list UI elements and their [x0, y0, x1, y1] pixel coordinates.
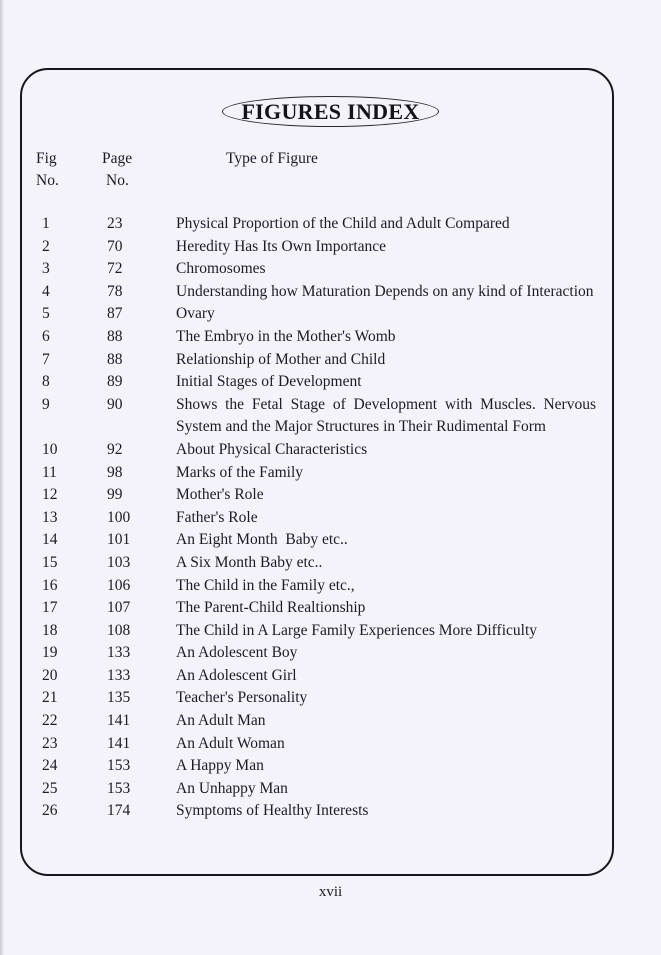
figure-page-number: 108	[107, 621, 131, 639]
figure-title: Relationship of Mother and Child	[176, 350, 386, 368]
figure-row	[0, 439, 661, 462]
figure-title: The Child in A Large Family Experiences More Difficulty	[176, 621, 538, 639]
figure-number: 23	[42, 734, 58, 752]
figure-page-number: 133	[107, 666, 131, 684]
figure-title: An Adolescent Boy	[176, 644, 298, 662]
figure-row	[0, 236, 661, 259]
figure-title: Mother's Role	[176, 486, 264, 504]
figure-page-number: 153	[107, 779, 131, 797]
figure-title: An Adolescent Girl	[176, 666, 297, 684]
figure-page-number: 88	[107, 350, 123, 368]
figure-title: A Happy Man	[176, 757, 264, 775]
figure-title: An Unhappy Man	[176, 779, 288, 797]
figure-row	[0, 575, 661, 598]
header-page-line2: No.	[106, 172, 129, 189]
figure-page-number: 135	[107, 689, 131, 707]
figure-number: 10	[42, 440, 58, 458]
figure-number: 15	[42, 553, 58, 571]
figure-number: 1	[42, 215, 50, 232]
figure-page-number: 141	[107, 734, 131, 752]
figure-row	[0, 665, 661, 688]
figure-title: Initial Stages of Development	[176, 373, 362, 391]
figure-row	[0, 213, 661, 236]
figure-page-number: 87	[107, 305, 123, 323]
page-title: FIGURES INDEX	[222, 96, 438, 127]
figure-row	[0, 733, 661, 756]
figure-row	[0, 507, 661, 530]
figure-number: 8	[42, 373, 50, 391]
figure-row	[0, 800, 661, 823]
figure-number: 22	[42, 712, 58, 730]
figure-title: The Embryo in the Mother's Womb	[176, 327, 396, 345]
figure-title: Marks of the Family	[176, 463, 303, 481]
page-number: xvii	[318, 884, 343, 900]
figures-list	[0, 213, 661, 823]
figure-title: A Six Month Baby etc..	[176, 553, 323, 571]
figure-row	[0, 371, 661, 394]
figure-title: Physical Proportion of the Child and Adult Compared	[176, 215, 510, 232]
header-page-line1: Page	[102, 150, 133, 167]
figure-row	[0, 710, 661, 733]
figure-row	[0, 597, 661, 620]
header-page-no	[102, 148, 132, 192]
header-fig-line1: Fig	[36, 150, 57, 167]
figure-title: Chromosomes	[176, 260, 266, 278]
figure-page-number: 101	[107, 531, 131, 549]
figure-page-number: 99	[107, 486, 123, 504]
figure-number: 26	[42, 802, 58, 820]
figure-row	[0, 778, 661, 801]
figure-number: 24	[42, 757, 58, 775]
figure-page-number: 88	[107, 327, 123, 345]
figure-number: 25	[42, 779, 58, 797]
figure-page-number: 70	[107, 237, 123, 255]
figure-row	[0, 755, 661, 778]
figure-row	[0, 462, 661, 485]
figure-page-number: 103	[107, 553, 131, 571]
header-fig-no	[36, 148, 59, 192]
figure-number: 21	[42, 689, 58, 707]
figure-page-number: 98	[107, 463, 123, 481]
figure-title: Symptoms of Healthy Interests	[176, 802, 369, 820]
figure-row	[0, 687, 661, 710]
figure-title: An Adult Woman	[176, 734, 285, 752]
figure-number: 16	[42, 576, 58, 594]
figure-row	[0, 258, 661, 281]
figure-number: 14	[42, 531, 58, 549]
figure-page-number: 89	[107, 373, 123, 391]
figure-row	[0, 349, 661, 372]
figure-page-number: 107	[107, 599, 131, 617]
figure-title: Heredity Has Its Own Importance	[176, 237, 387, 255]
header-type: Type of Figure	[226, 150, 318, 167]
figure-page-number: 106	[107, 576, 131, 594]
figure-number: 5	[42, 305, 50, 323]
figure-page-number: 92	[107, 440, 123, 458]
figure-number: 13	[42, 508, 58, 526]
figure-title: An Adult Man	[176, 712, 266, 730]
figure-number: 11	[42, 463, 57, 481]
figure-page-number: 174	[107, 802, 131, 820]
figure-number: 3	[42, 260, 50, 278]
figure-title: Shows the Fetal Stage of Development with Muscles. Nervous System and the Major Structures in Their Rudimental Form	[176, 395, 600, 436]
figure-row	[0, 326, 661, 349]
header-fig-line2: No.	[36, 172, 59, 189]
figure-number: 19	[42, 644, 58, 662]
figure-number: 2	[42, 237, 50, 255]
figure-number: 18	[42, 621, 58, 639]
figure-row	[0, 642, 661, 665]
figure-title: Ovary	[176, 305, 215, 323]
figure-title: Father's Role	[176, 508, 258, 526]
figure-number: 4	[42, 282, 50, 300]
figure-page-number: 133	[107, 644, 131, 662]
figure-title: The Parent-Child Realtionship	[176, 599, 366, 617]
figure-number: 7	[42, 350, 50, 368]
figure-row	[0, 303, 661, 326]
figure-number: 20	[42, 666, 58, 684]
figure-title: An Eight Month Baby etc..	[176, 531, 348, 549]
figure-title: About Physical Characteristics	[176, 440, 368, 458]
figure-page-number: 78	[107, 282, 123, 300]
figure-page-number: 100	[107, 508, 131, 526]
figure-page-number: 72	[107, 260, 123, 278]
figure-row	[0, 529, 661, 552]
figure-page-number: 153	[107, 757, 131, 775]
figure-row	[0, 552, 661, 575]
figure-number: 17	[42, 599, 58, 617]
figure-row	[0, 620, 661, 643]
figure-number: 6	[42, 327, 50, 345]
title-block	[0, 96, 661, 127]
figure-title: Understanding how Maturation Depends on any kind of Interaction	[176, 282, 594, 300]
figure-title: The Child in the Family etc.,	[176, 576, 355, 594]
figure-row	[0, 281, 661, 304]
figure-page-number: 23	[107, 215, 123, 232]
figure-row	[0, 394, 661, 439]
figure-number: 12	[42, 486, 58, 504]
figure-number: 9	[42, 395, 50, 413]
figure-page-number: 141	[107, 712, 131, 730]
figure-title: Teacher's Personality	[176, 689, 308, 707]
figure-row	[0, 484, 661, 507]
figure-page-number: 90	[107, 395, 123, 413]
